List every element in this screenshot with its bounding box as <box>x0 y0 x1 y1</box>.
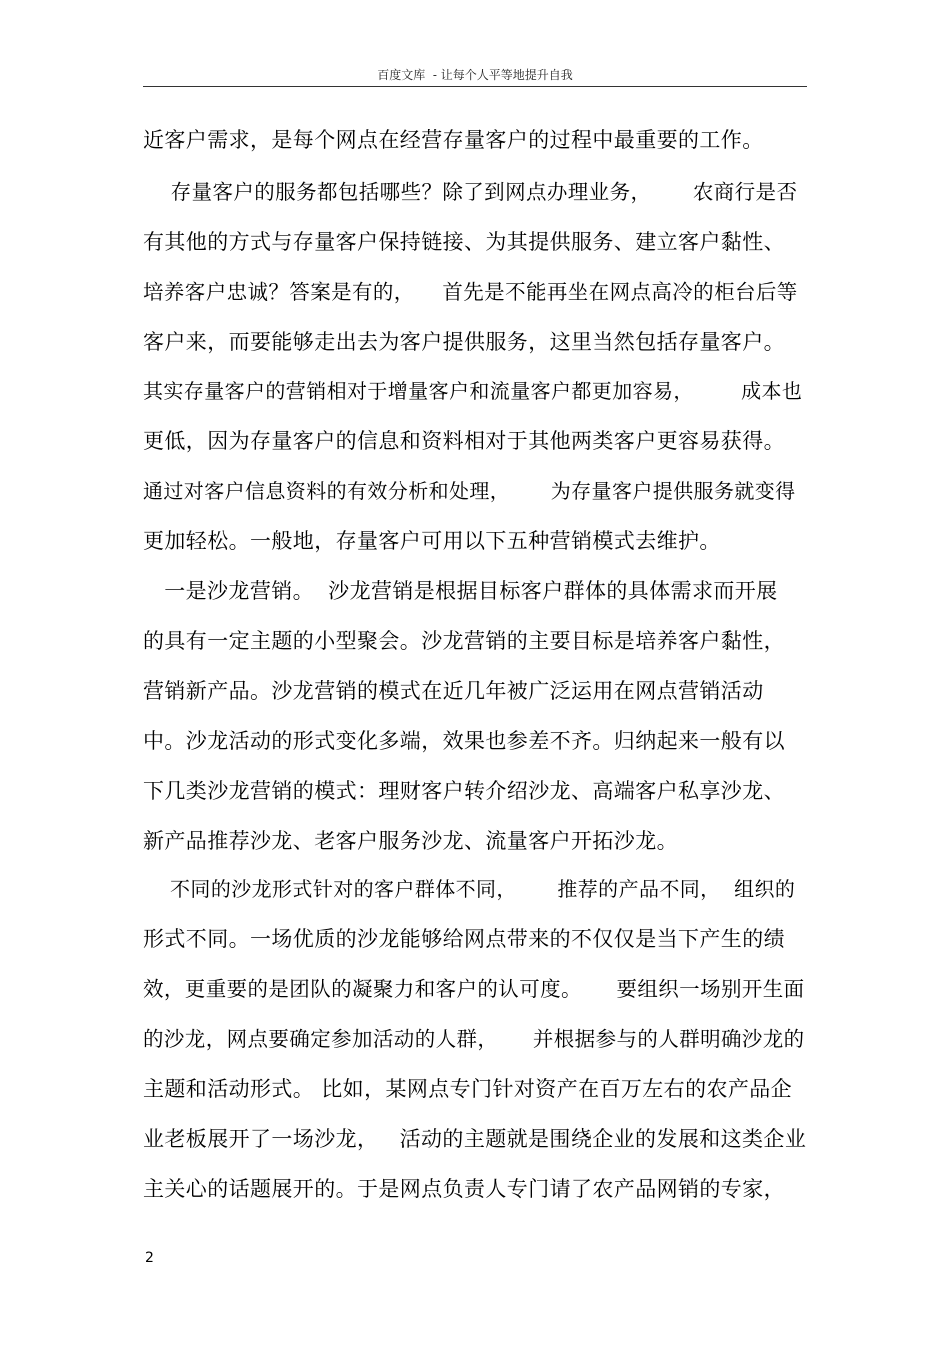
text-line: 的沙龙，网点要确定参加活动的人群， 并根据参与的人群明确沙龙的 <box>143 1027 805 1051</box>
text-line: 主题和活动形式。 比如，某网点专门针对资产在百万左右的农产品企 <box>143 1077 793 1101</box>
header-rule <box>143 86 807 87</box>
text-line: 近客户需求，是每个网点在经营存量客户的过程中最重要的工作。 <box>143 128 764 152</box>
page-header: 百度文库 - 让每个人平等地提升自我 <box>377 68 573 82</box>
text-line: 中。沙龙活动的形式变化多端，效果也参差不齐。归纳起来一般有以 <box>143 729 785 753</box>
text-line: 形式不同。一场优质的沙龙能够给网点带来的不仅仅是当下产生的绩 <box>143 927 785 951</box>
text-line: 效，更重要的是团队的凝聚力和客户的认可度。 要组织一场别开生面 <box>143 977 805 1001</box>
text-line: 更低，因为存量客户的信息和资料相对于其他两类客户更容易获得。 <box>143 429 785 453</box>
text-line: 更加轻松。一般地，存量客户可用以下五种营销模式去维护。 <box>143 529 721 553</box>
text-line: 其实存量客户的营销相对于增量客户和流量客户都更加容易， 成本也 <box>143 379 803 403</box>
text-line: 业老板展开了一场沙龙， 活动的主题就是围绕企业的发展和这类企业 <box>143 1127 807 1151</box>
text-line: 客户来，而要能够走出去为客户提供服务，这里当然包括存量客户。 <box>143 330 785 354</box>
text-line: 主关心的话题展开的。于是网点负责人专门请了农产品网销的专家， <box>143 1177 785 1201</box>
text-line: 营销新产品。沙龙营销的模式在近几年被广泛运用在网点营销活动 <box>143 679 764 703</box>
page-number: 2 <box>145 1250 154 1266</box>
text-line: 有其他的方式与存量客户保持链接、为其提供服务、建立客户黏性、 <box>143 230 785 254</box>
text-line: 存量客户的服务都包括哪些？除了到网点办理业务， 农商行是否 <box>143 180 798 204</box>
text-line: 不同的沙龙形式针对的客户群体不同， 推荐的产品不同， 组织的 <box>143 877 796 901</box>
text-line: 下几类沙龙营销的模式：理财客户转介绍沙龙、高端客户私享沙龙、 <box>143 779 785 803</box>
text-line: 一是沙龙营销。 沙龙营销是根据目标客户群体的具体需求而开展 <box>143 579 778 603</box>
text-line: 的具有一定主题的小型聚会。沙龙营销的主要目标是培养客户黏性， <box>143 629 785 653</box>
text-line: 通过对客户信息资料的有效分析和处理， 为存量客户提供服务就变得 <box>143 479 796 503</box>
text-line: 新产品推荐沙龙、老客户服务沙龙、流量客户开拓沙龙。 <box>143 829 678 853</box>
text-line: 培养客户忠诚？答案是有的， 首先是不能再坐在网点高冷的柜台后等 <box>143 280 798 304</box>
